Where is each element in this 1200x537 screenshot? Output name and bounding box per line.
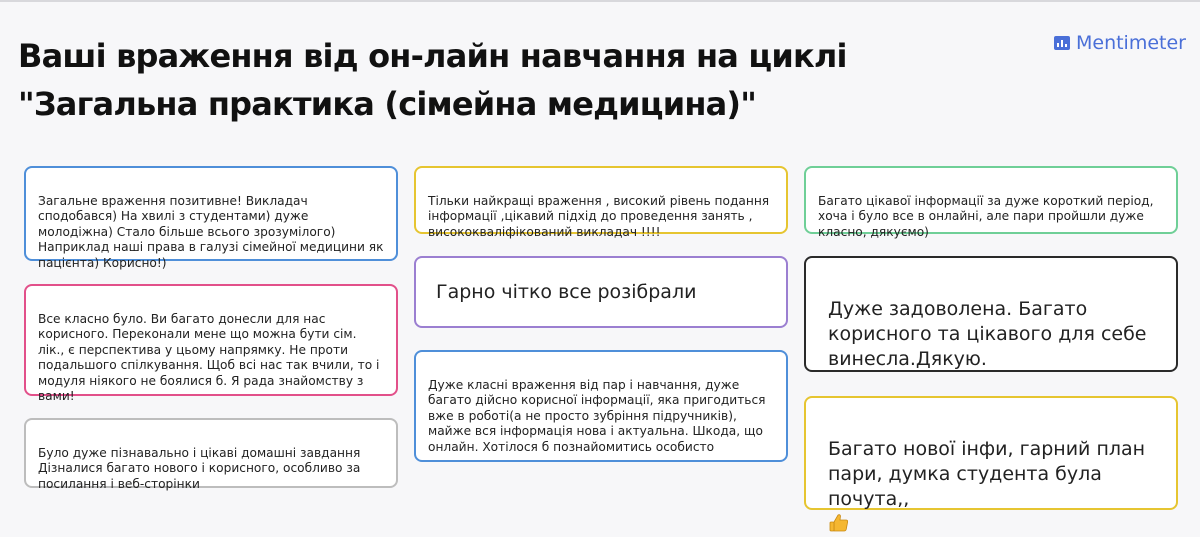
response-text: Загальне враження позитивне! Викладач сподобався) На хвилі з студентами) дуже молодіжна) Стало більше всього зрозумілого) Наприклад наші права в галузі сімейної медицини як пацієнта) Корисно!) [38,193,384,270]
brand-logo [1054,32,1186,54]
response-text: Тільки найкращі враження , високий рівень подання інформації ,цікавий підхід до проведення занять , висококваліфікований викладач !!!! [428,193,770,239]
page-title: Ваші враження від он-лайн навчання на циклі "Загальна практика (сімейна медицина)" [18,37,847,123]
response-text: Багато цікавої інформації за дуже короткий період, хоча і було все в онлайні, але пари пройшли дуже класно, дякуємо) [818,193,1154,239]
response-card [804,256,1178,372]
response-text: Було дуже пізнавально і цікаві домашні завдання Дізналися багато нового і корисного, особливо за посилання і веб-сторінки [38,445,361,491]
brand-name: Mentimeter [1075,32,1186,54]
response-text: Багато нової інфи, гарний план пари, думка студента була почута,, [828,438,1146,510]
response-text: Гарно чітко все розібрали [436,281,697,303]
response-card [24,418,398,491]
top-divider [0,0,1200,2]
response-card [804,166,1178,239]
response-text: Все класно було. Ви багато донесли для нас корисного. Переконали мене що можна бути сім. лік., є перспектива у цьому напрямку. Не проти подальшого спілкування. Щоб всі нас так вчили, то і модуля ніякого не боялися б. Я рада знайомству з вами! [38,311,380,403]
response-text: Дуже класні враження від пар і навчання, дуже багато дійсно корисної інформації, яка пригодиться вже в роботі(а не просто зубріння підручників), майже вся інформація нова і актуальна. Шкода, що онлайн. Хотілося б познайомитись особисто [428,377,766,454]
response-card [804,396,1178,510]
response-card [24,284,398,403]
response-card [24,166,398,270]
response-text: Дуже задоволена. Багато корисного та цікавого для себе винесла.Дякую. [828,298,1147,370]
thumbs-up-icon [828,512,850,534]
mentimeter-logo-icon [1054,35,1070,51]
response-card [414,256,788,328]
response-card [414,350,788,462]
response-card [414,166,788,239]
